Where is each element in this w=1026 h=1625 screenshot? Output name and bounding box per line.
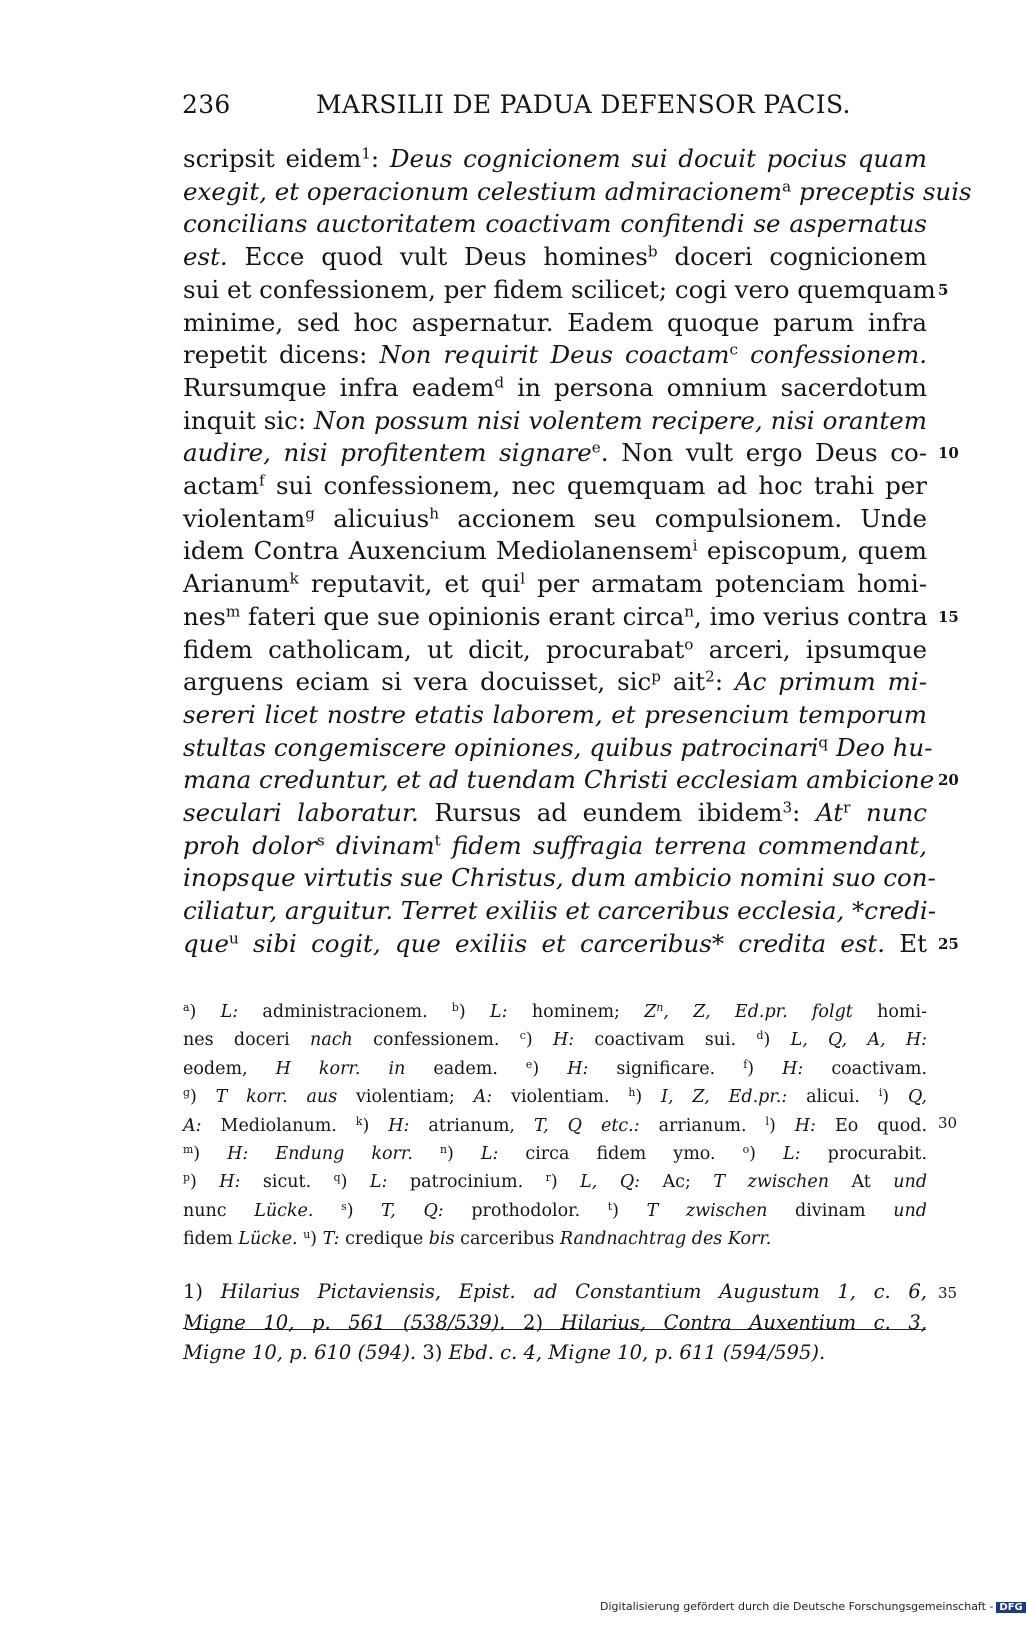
running-title: MARSILII DE PADUA DEFENSOR PACIS.	[316, 90, 851, 119]
credit-text: Digitalisierung gefördert durch die Deutsche Forschungsgemeinschaft -	[600, 1600, 994, 1613]
text-line: sui et confessionem, per fidem scilicet; cogi vero quemquam	[183, 274, 936, 304]
text-line: repetit dicens: Non requirit Deus coactam$^c$ confessionem.	[183, 340, 927, 370]
text-line: violentam$^g$ alicuius$^h$ accionem seu compulsionem. Unde	[183, 503, 928, 533]
text-line: scripsit eidem$^1$: Deus cognicionem sui docuit pocius quam	[183, 144, 927, 173]
text-line: actam$^f$ sui confessionem, nec quemquam ad hoc trahi per	[183, 471, 927, 500]
apparatus-line: nunc Lücke. $^s$) T, Q: prothodolor. $^t$) T zwischen divinam und	[183, 1199, 928, 1221]
note-line: Migne 10, p. 610 (594). 3) Ebd. c. 4, Migne 10, p. 611 (594/595).	[183, 1341, 826, 1364]
note-line: 1) Hilarius Pictaviensis, Epist. ad Constantium Augustum 1, c. 6,	[183, 1280, 927, 1303]
text-line: Rursumque infra eadem$^d$ in persona omnium sacerdotum	[183, 372, 927, 402]
text-line: fidem catholicam, ut dicit, procurabat$^o$ arceri, ipsumque	[183, 634, 927, 664]
apparatus-line: $^g$) T korr. aus violentiam; A: violentiam. $^h$) I, Z, Ed.pr.: alicui. $^i$) Q,	[183, 1086, 927, 1108]
text-line: proh dolor$^s$ divinam$^t$ fidem suffragia terrena commendant,	[183, 830, 927, 860]
apparatus-line: $^a$) L: administracionem. $^b$) L: hominem; $Z^n$, Z, Ed.pr. folgt homi-	[183, 1001, 928, 1022]
apparatus-line: eodem, H korr. in eadem. $^e$) H: significare. $^f$) H: coactivam.	[183, 1057, 928, 1079]
margin-line-number: 5	[938, 280, 949, 299]
text-line: inopsque virtutis sue Christus, dum ambicio nomini suo con-	[183, 863, 936, 893]
text-line: arguens eciam si vera docuisset, sic$^p$ ait$^2$: Ac primum mi-	[183, 667, 928, 697]
margin-line-number: 10	[938, 444, 959, 463]
text-line: est. Ecce quod vult Deus homines$^b$ doceri cognicionem	[183, 242, 928, 272]
text-line: concilians auctoritatem coactivam confitendi se aspernatus	[183, 209, 927, 239]
apparatus-line: A: Mediolanum. $^k$) H: atrianum, T, Q etc.: arrianum. $^l$) H: Eo quod.	[183, 1114, 928, 1136]
apparatus-line: fidem Lücke. $^u$) T: credique bis carceribus Randnachtrag des Korr.	[183, 1228, 772, 1250]
page-number: 236	[182, 90, 231, 119]
dfg-logo: DFG	[996, 1602, 1025, 1613]
text-line: inquit sic: Non possum nisi volentem recipere, nisi orantem	[183, 405, 927, 435]
note-line: Migne 10, p. 561 (538/539). 2) Hilarius, Contra Auxentium c. 3,	[183, 1310, 927, 1334]
text-line: Arianum$^k$ reputavit, et qui$^l$ per armatam potenciam homi-	[183, 569, 927, 599]
apparatus-line-number: 30	[938, 1114, 958, 1132]
margin-line-number: 20	[938, 771, 959, 790]
text-line: audire, nisi profitentem signare$^e$. Non vult ergo Deus co-	[183, 438, 928, 468]
apparatus-line: $^m$) H: Endung korr. $^n$) L: circa fidem ymo. $^o$) L: procurabit.	[183, 1143, 927, 1164]
margin-line-number: 25	[938, 934, 959, 953]
text-line: seculari laboratur. Rursus ad eundem ibidem$^3$: At$^r$ nunc	[183, 798, 927, 827]
text-line: que$^u$ sibi cogit, que exiliis et carceribus* credita est. Et	[183, 928, 927, 958]
text-line: stultas congemiscere opiniones, quibus patrocinari$^q$ Deo hu-	[183, 732, 933, 762]
text-line: minime, sed hoc aspernatur. Eadem quoque parum infra	[183, 307, 927, 337]
notes-line-number: 35	[938, 1284, 958, 1302]
apparatus-line: $^p$) H: sicut. $^q$) L: patrocinium. $^r$) L, Q: Ac; T zwischen At und	[183, 1171, 928, 1193]
text-line: sereri licet nostre etatis laborem, et presencium temporum	[183, 699, 927, 729]
text-line: nes$^m$ fateri que sue opinionis erant circa$^n$, imo verius contra	[183, 601, 928, 631]
text-line: idem Contra Auxencium Mediolanensem$^i$ episcopum, quem	[183, 536, 927, 566]
apparatus-line: nes doceri nach confessionem. $^c$) H: coactivam sui. $^d$) L, Q, A, H:	[183, 1029, 928, 1051]
margin-line-number: 15	[938, 607, 959, 626]
text-line: ciliatur, arguitur. Terret exiliis et carceribus ecclesia, *credi-	[183, 896, 937, 926]
text-line: exegit, et operacionum celestium admiracionem$^a$ preceptis suis	[183, 176, 972, 206]
digitization-credit	[600, 1600, 1026, 1613]
text-line: mana creduntur, et ad tuendam Christi ecclesiam ambicione	[183, 765, 935, 795]
